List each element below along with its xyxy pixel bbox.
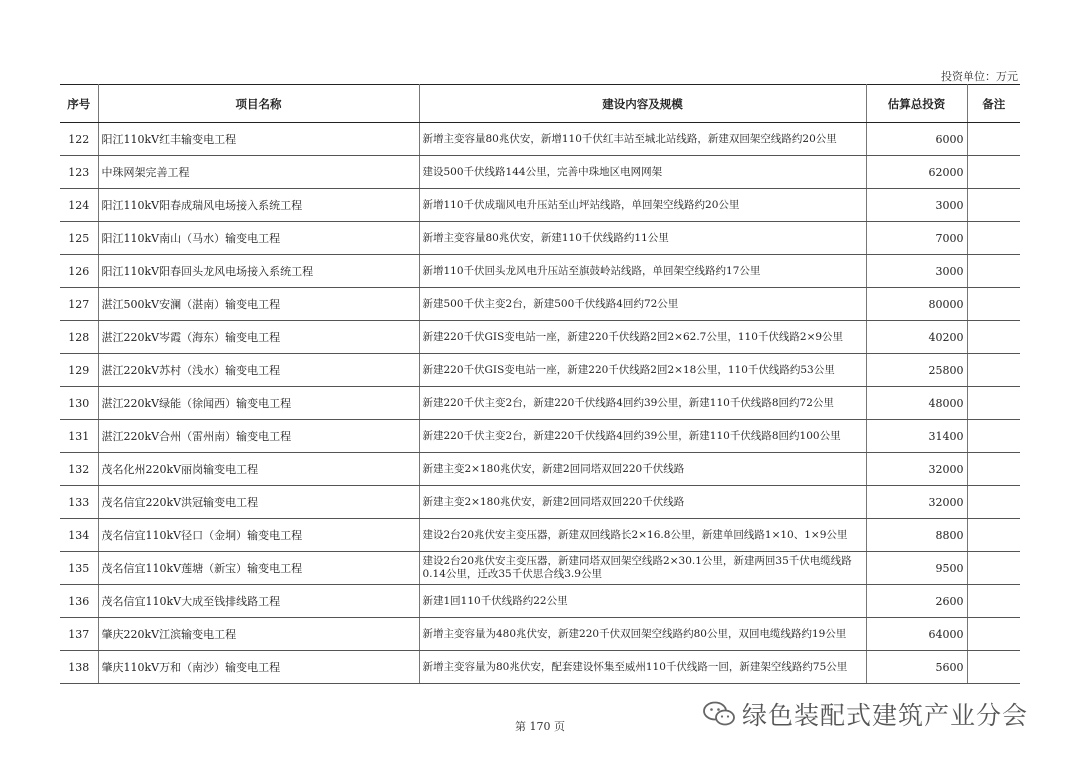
row-remark <box>967 354 1020 387</box>
row-remark <box>967 189 1020 222</box>
row-scope: 新建主变2×180兆伏安，新建2回同塔双回220千伏线路 <box>419 486 866 519</box>
row-no: 125 <box>60 222 98 255</box>
row-project-name: 阳江110kV红丰输变电工程 <box>98 123 419 156</box>
investment-unit-note: 投资单位：万元 <box>941 70 1018 83</box>
row-investment: 48000 <box>866 387 967 420</box>
row-remark <box>967 288 1020 321</box>
row-remark <box>967 552 1020 585</box>
row-project-name: 茂名化州220kV丽岗输变电工程 <box>98 453 419 486</box>
row-investment: 40200 <box>866 321 967 354</box>
row-remark <box>967 387 1020 420</box>
table-row <box>60 486 1020 519</box>
row-investment: 32000 <box>866 453 967 486</box>
row-no: 124 <box>60 189 98 222</box>
row-no: 128 <box>60 321 98 354</box>
row-no: 127 <box>60 288 98 321</box>
row-investment: 3000 <box>866 189 967 222</box>
row-scope: 新增主变容量80兆伏安，新增110千伏红丰站至城北站线路，新建双回架空线路约20公里 <box>419 123 866 156</box>
row-remark <box>967 156 1020 189</box>
row-no: 126 <box>60 255 98 288</box>
row-investment: 62000 <box>866 156 967 189</box>
row-project-name: 中珠网架完善工程 <box>98 156 419 189</box>
table-row <box>60 519 1020 552</box>
table-row <box>60 189 1020 222</box>
row-remark <box>967 486 1020 519</box>
header-investment: 估算总投资 <box>866 85 967 123</box>
table-body <box>60 123 1020 684</box>
row-project-name: 湛江220kV苏村（浅水）输变电工程 <box>98 354 419 387</box>
row-no: 130 <box>60 387 98 420</box>
table-row <box>60 453 1020 486</box>
row-no: 138 <box>60 651 98 684</box>
row-scope: 建设2台20兆伏安主变压器，新建同塔双回架空线路2×30.1公里，新建两回35千伏电缆线路0.14公里，迁改35千伏思合线3.9公里 <box>419 552 866 585</box>
row-investment: 25800 <box>866 354 967 387</box>
page-number: 第 170 页 <box>515 720 565 733</box>
row-remark <box>967 123 1020 156</box>
row-project-name: 茂名信宜110kV径口（金垌）输变电工程 <box>98 519 419 552</box>
row-project-name: 阳江110kV南山（马水）输变电工程 <box>98 222 419 255</box>
row-investment: 6000 <box>866 123 967 156</box>
row-remark <box>967 618 1020 651</box>
header-scope: 建设内容及规模 <box>419 85 866 123</box>
watermark-text: 绿色装配式建筑产业分会 <box>742 701 1029 730</box>
table-row <box>60 288 1020 321</box>
row-project-name: 湛江220kV合州（雷州南）输变电工程 <box>98 420 419 453</box>
table-row <box>60 387 1020 420</box>
row-project-name: 茂名信宜220kV洪冠输变电工程 <box>98 486 419 519</box>
row-investment: 80000 <box>866 288 967 321</box>
table-row <box>60 354 1020 387</box>
table-row <box>60 156 1020 189</box>
row-investment: 31400 <box>866 420 967 453</box>
row-no: 135 <box>60 552 98 585</box>
row-investment: 64000 <box>866 618 967 651</box>
row-project-name: 湛江220kV绿能（徐闻西）输变电工程 <box>98 387 419 420</box>
row-project-name: 茂名信宜110kV大成至钱排线路工程 <box>98 585 419 618</box>
row-scope: 新增主变容量为480兆伏安，新建220千伏双回架空线路约80公里，双回电缆线路约19公里 <box>419 618 866 651</box>
table-row <box>60 651 1020 684</box>
table-row <box>60 552 1020 585</box>
header-no: 序号 <box>60 85 98 123</box>
row-scope: 建设500千伏线路144公里，完善中珠地区电网网架 <box>419 156 866 189</box>
wechat-icon <box>702 700 736 728</box>
row-remark <box>967 222 1020 255</box>
table-row <box>60 255 1020 288</box>
row-scope: 新建1回110千伏线路约22公里 <box>419 585 866 618</box>
row-project-name: 阳江110kV阳春成瑞风电场接入系统工程 <box>98 189 419 222</box>
row-remark <box>967 651 1020 684</box>
row-investment: 7000 <box>866 222 967 255</box>
row-no: 123 <box>60 156 98 189</box>
row-remark <box>967 420 1020 453</box>
header-project-name: 项目名称 <box>98 85 419 123</box>
row-investment: 3000 <box>866 255 967 288</box>
row-project-name: 肇庆220kV江滨输变电工程 <box>98 618 419 651</box>
row-no: 137 <box>60 618 98 651</box>
row-project-name: 肇庆110kV万和（南沙）输变电工程 <box>98 651 419 684</box>
table-row <box>60 222 1020 255</box>
project-table <box>60 84 1020 684</box>
row-scope: 新建220千伏GIS变电站一座，新建220千伏线路2回2×62.7公里，110千伏线路2×9公里 <box>419 321 866 354</box>
table-row <box>60 618 1020 651</box>
row-no: 133 <box>60 486 98 519</box>
row-project-name: 阳江110kV阳春回头龙风电场接入系统工程 <box>98 255 419 288</box>
table-row <box>60 420 1020 453</box>
row-no: 122 <box>60 123 98 156</box>
row-scope: 新建500千伏主变2台，新建500千伏线路4回约72公里 <box>419 288 866 321</box>
row-investment: 32000 <box>866 486 967 519</box>
row-no: 136 <box>60 585 98 618</box>
row-investment: 8800 <box>866 519 967 552</box>
row-scope: 新建主变2×180兆伏安，新建2回同塔双回220千伏线路 <box>419 453 866 486</box>
header-remark: 备注 <box>967 85 1020 123</box>
row-scope: 新增主变容量80兆伏安，新建110千伏线路约11公里 <box>419 222 866 255</box>
row-scope: 新建220千伏GIS变电站一座，新建220千伏线路2回2×18公里，110千伏线路约53公里 <box>419 354 866 387</box>
row-remark <box>967 255 1020 288</box>
watermark <box>702 696 1028 732</box>
row-scope: 建设2台20兆伏安主变压器，新建双回线路长2×16.8公里，新建单回线路1×10、1×9公里 <box>419 519 866 552</box>
table-row <box>60 585 1020 618</box>
row-remark <box>967 321 1020 354</box>
row-scope: 新增主变容量为80兆伏安，配套建设怀集至威州110千伏线路一回，新建架空线路约75公里 <box>419 651 866 684</box>
row-scope: 新建220千伏主变2台，新建220千伏线路4回约39公里，新建110千伏线路8回约100公里 <box>419 420 866 453</box>
row-investment: 9500 <box>866 552 967 585</box>
table-row <box>60 123 1020 156</box>
row-investment: 2600 <box>866 585 967 618</box>
row-no: 129 <box>60 354 98 387</box>
row-project-name: 湛江220kV岑霞（海东）输变电工程 <box>98 321 419 354</box>
row-remark <box>967 453 1020 486</box>
row-no: 131 <box>60 420 98 453</box>
row-scope: 新增110千伏成瑞风电升压站至山坪站线路，单回架空线路约20公里 <box>419 189 866 222</box>
row-project-name: 湛江500kV安澜（湛南）输变电工程 <box>98 288 419 321</box>
row-investment: 5600 <box>866 651 967 684</box>
row-scope: 新建220千伏主变2台，新建220千伏线路4回约39公里，新建110千伏线路8回约72公里 <box>419 387 866 420</box>
row-remark <box>967 519 1020 552</box>
table-row <box>60 321 1020 354</box>
row-scope: 新增110千伏回头龙风电升压站至旗鼓岭站线路，单回架空线路约17公里 <box>419 255 866 288</box>
table-header-row <box>60 85 1020 123</box>
row-remark <box>967 585 1020 618</box>
row-no: 132 <box>60 453 98 486</box>
row-no: 134 <box>60 519 98 552</box>
row-project-name: 茂名信宜110kV莲塘（新宝）输变电工程 <box>98 552 419 585</box>
